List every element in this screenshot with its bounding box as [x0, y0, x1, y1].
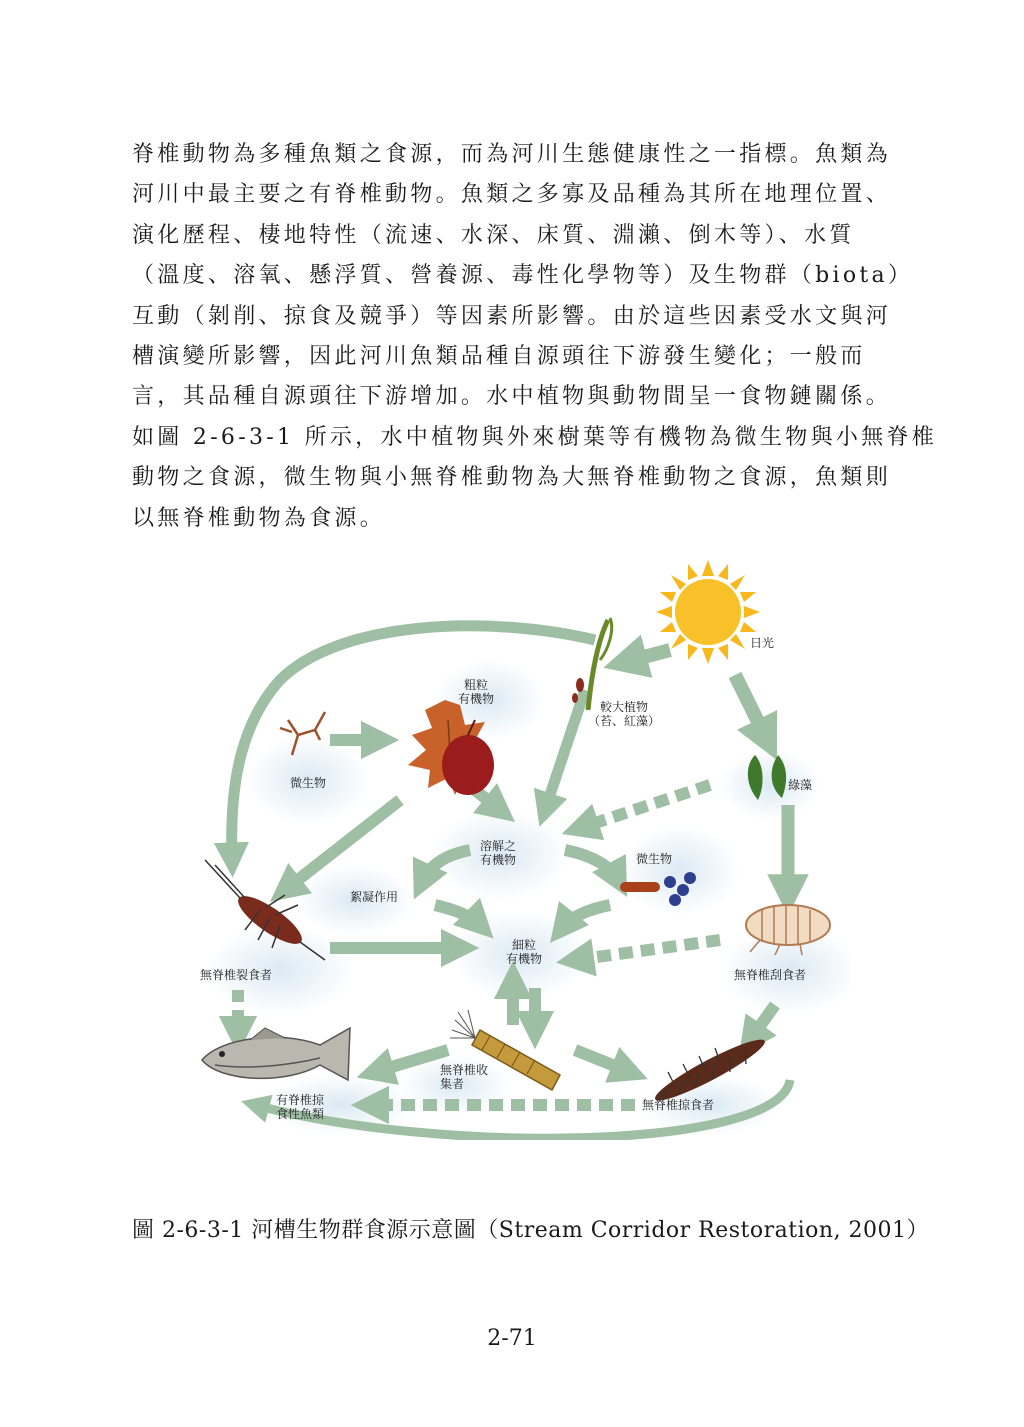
paragraph-line: 槽演變所影響，因此河川魚類品種自源頭往下游發生變化；一般而 — [132, 344, 866, 370]
arrow-coarse-to-dissolved — [475, 790, 500, 810]
paragraph-line: 互動（剝削、掠食及競爭）等因素所影響。由於這些因素受水文與河 — [132, 303, 892, 329]
paragraph-line: （溫度、溶氧、懸浮質、營養源、毒性化學物等）及生物群（biota） — [132, 263, 914, 289]
arrow-algae-to-dissolved — [580, 785, 710, 828]
paragraph-line: 動物之食源，微生物與小無脊椎動物為大無脊椎動物之食源，魚類則 — [132, 465, 892, 491]
label-shredders: 無脊椎裂食者 — [200, 968, 273, 982]
label-larger-plants: 較大植物 （苔、紅藻） — [588, 700, 661, 728]
sun-icon — [656, 560, 760, 664]
label-grazers: 無脊椎刮食者 — [734, 968, 807, 982]
label-green-algae: 綠藻 — [788, 778, 813, 792]
fish-icon — [202, 1028, 350, 1080]
food-web-diagram — [190, 560, 850, 1140]
label-predatory-fish: 有脊椎掠 食性魚類 — [276, 1093, 325, 1121]
label-fine-organic: 細粒 有機物 — [506, 938, 543, 966]
paragraph-line: 河川中最主要之有脊椎動物。魚類之多寡及品種為其所在地理位置、 — [132, 182, 892, 208]
paragraph-line: 脊椎動物為多種魚類之食源，而為河川生態健康性之一指標。魚類為 — [132, 142, 892, 167]
paragraph-line: 以無脊椎動物為食源。 — [132, 505, 386, 531]
arrow-grazers-to-fine — [575, 940, 720, 960]
paragraph-line: 如圖 2-6-3-1 所示，水中植物與外來樹葉等有機物為微生物與小無脊椎 — [132, 424, 938, 450]
figure-caption: 圖 2-6-3-1 河槽生物群食源示意圖（Stream Corridor Restoration, 2001） — [132, 1218, 930, 1243]
arrow-flocculation-to-fine — [435, 905, 480, 925]
arrow-sun-to-plants — [625, 650, 670, 662]
body-paragraph — [132, 135, 938, 539]
arrow-plants-to-dissolved — [545, 690, 585, 810]
label-coarse-organic: 粗粒 有機物 — [458, 678, 495, 706]
paragraph-line: 演化歷程、棲地特性（流速、水深、床質、淵瀨、倒木等）、水質 — [132, 222, 855, 248]
label-collectors: 無脊椎收 集者 — [440, 1063, 489, 1091]
arrow-dissolved-to-microbes — [565, 850, 618, 880]
label-microbes-center: 微生物 — [636, 852, 673, 866]
label-microbes-left: 微生物 — [290, 776, 327, 790]
arrow-microbes-to-fine — [562, 905, 610, 928]
page-number: 2-71 — [487, 1326, 537, 1351]
label-predators: 無脊椎掠食者 — [642, 1098, 715, 1112]
label-flocculation: 絮凝作用 — [350, 890, 399, 904]
label-dissolved-organic: 溶解之 有機物 — [480, 839, 517, 867]
arrow-sun-to-algae — [735, 675, 767, 740]
paragraph-line: 言，其品種自源頭往下游增加。水中植物與動物間呈一食物鏈關係。 — [132, 384, 892, 410]
label-sunlight: 日光 — [750, 636, 775, 650]
arrow-collectors-to-predators — [575, 1050, 630, 1072]
